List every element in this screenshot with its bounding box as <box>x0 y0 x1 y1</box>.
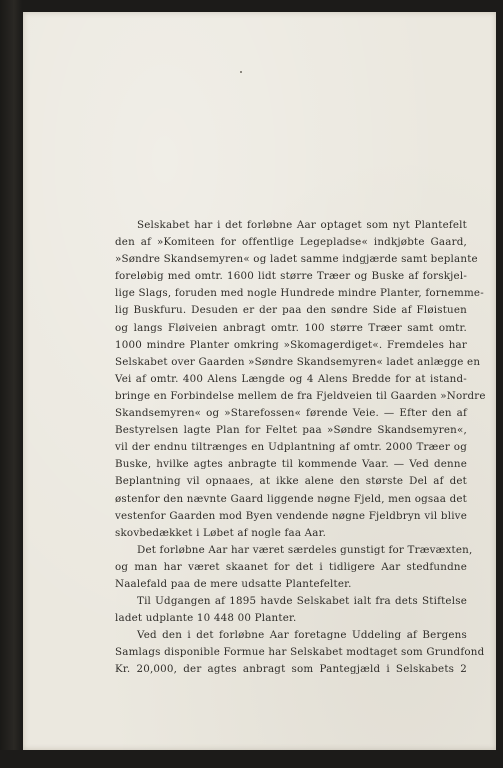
text-line: 1000 mindre Planter omkring »Skomagerdiget«. Fremdeles har <box>115 338 467 351</box>
scan-border <box>0 750 503 768</box>
text-line: Selskabet har i det forløbne Aar optaget som nyt Plantefelt <box>137 219 467 231</box>
text-line: og man har været skaanet for det i tidligere Aar stedfundne <box>115 560 467 573</box>
body-text <box>115 217 486 679</box>
text-line: Bestyrelsen lagte Plan for Feltet paa »Søndre Skandsemyren«, <box>115 424 467 437</box>
text-line: »Søndre Skandsemyren« og ladet samme indgjærde samt beplante <box>115 253 478 266</box>
text-line: østenfor den nævnte Gaard liggende nøgne Fjeld, men ogsaa det <box>115 492 467 505</box>
text-line: lig Buskfuru. Desuden er der paa den søndre Side af Fløistuen <box>115 304 467 317</box>
text-line: Naalefald paa de mere udsatte Plantefelter. <box>115 577 352 590</box>
text-line: vestenfor Gaarden mod Byen vendende nøgne Fjeldbryn vil blive <box>115 509 467 522</box>
text-line: vil der endnu tiltrænges en Udplantning af omtr. 2000 Træer og <box>115 441 467 454</box>
text-line: ladet udplante 10 448 00 Planter. <box>115 612 297 625</box>
text-line: Samlags disponible Formue har Selskabet modtaget som Grundfond <box>115 646 485 659</box>
text-line: og langs Fløiveien anbragt omtr. 100 større Træer samt omtr. <box>115 321 467 334</box>
text-line: lige Slags, foruden med nogle Hundrede mindre Planter, fornemme- <box>115 287 484 300</box>
text-line: Ved den i det forløbne Aar foretagne Uddeling af Bergens <box>137 629 467 642</box>
text-line: Kr. 20,000, der agtes anbragt som Pantegjæld i Selskabets 2 <box>115 663 467 676</box>
text-line: den af »Komiteen for offentlige Legepladse« indkjøbte Gaard, <box>115 236 467 249</box>
text-line: foreløbig med omtr. 1600 lidt større Træer og Buske af forskjel- <box>115 270 467 283</box>
text-line: Det forløbne Aar har været særdeles gunstigt for Trævæxten, <box>137 543 473 556</box>
text-line: Vei af omtr. 400 Alens Længde og 4 Alens Bredde for at istand- <box>115 372 467 385</box>
paper-speck <box>240 71 242 73</box>
text-line: Skandsemyren« og »Starefossen« førende Veie. — Efter den af <box>115 407 467 420</box>
text-line: Beplantning vil opnaaes, at ikke alene den største Del af det <box>115 475 467 488</box>
paper-page <box>23 12 496 750</box>
text-line: bringe en Forbindelse mellem de fra Fjeldveien til Gaarden »Nordre <box>115 389 486 402</box>
text-line: skovbedækket i Løbet af nogle faa Aar. <box>115 526 327 539</box>
text-line: Buske, hvilke agtes anbragte til kommende Vaar. — Ved denne <box>115 458 467 471</box>
text-line: Selskabet over Gaarden »Søndre Skandsemyren« ladet anlægge en <box>115 355 481 368</box>
text-line: Til Udgangen af 1895 havde Selskabet ialt fra dets Stiftelse <box>137 595 467 608</box>
